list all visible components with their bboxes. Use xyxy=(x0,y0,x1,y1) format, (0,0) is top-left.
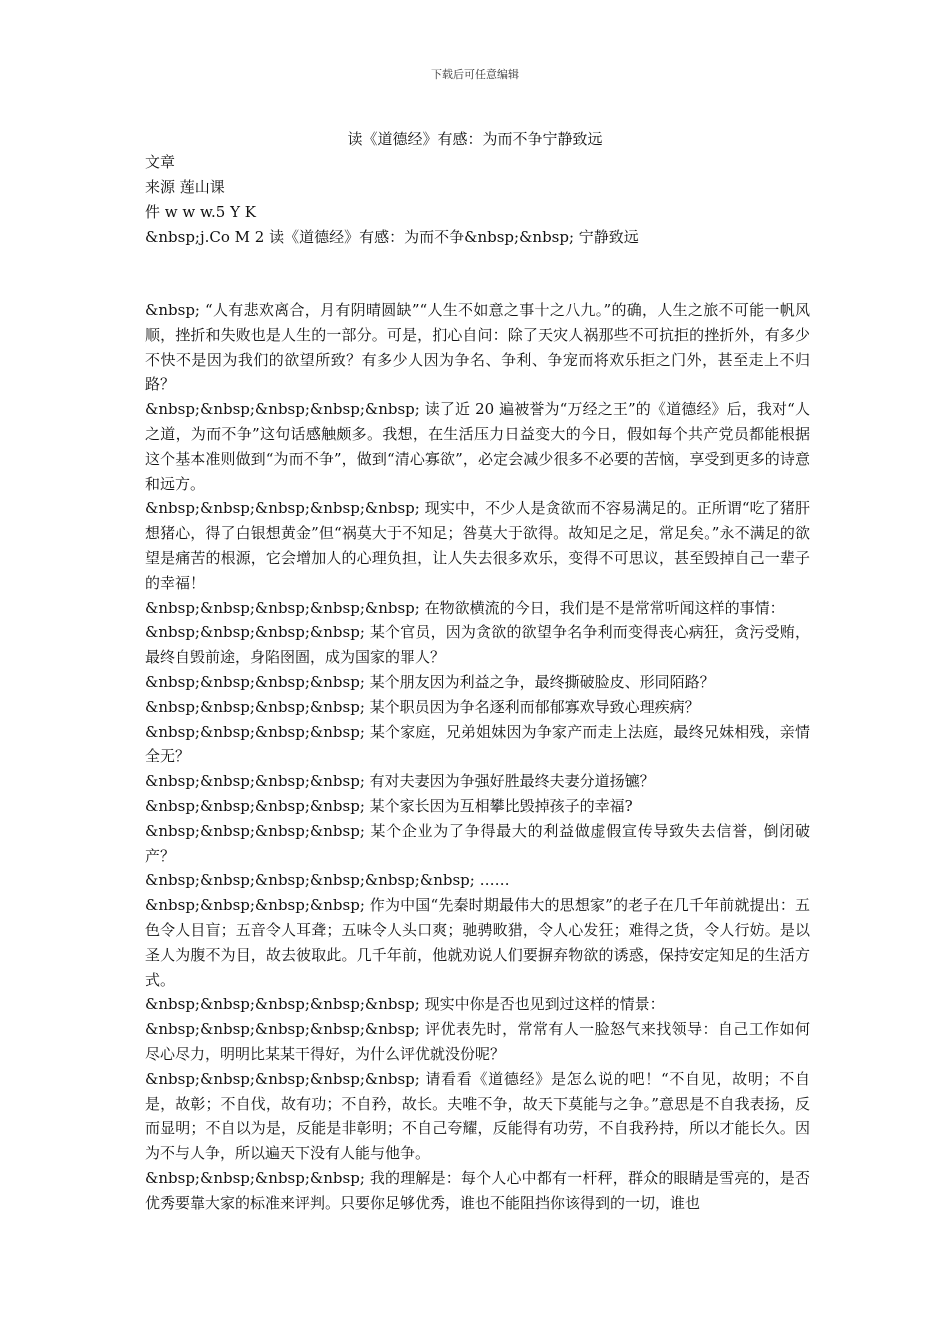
meta-line: 文章 xyxy=(145,153,176,171)
paragraph: &nbsp;&nbsp;&nbsp;&nbsp; 有对夫妻因为争强好胜最终夫妻分道扬镳？ xyxy=(145,772,655,791)
meta-line: &nbsp;j.Co M 2 读《道德经》有感：为而不争&nbsp;&nbsp; 宁静致远 xyxy=(145,228,639,246)
paragraph: &nbsp;&nbsp;&nbsp;&nbsp; 某个企业为了争得最大的利益做虚假宣传导致失去信誉，倒闭破产？ xyxy=(145,821,810,865)
paragraph: &nbsp;&nbsp;&nbsp;&nbsp; 我的理解是：每个人心中都有一杆秤，群众的眼睛是雪亮的，是否优秀要靠大家的标准来评判。只要你足够优秀，谁也不能阻挡你该得到的一切，谁也 xyxy=(145,1168,810,1212)
paragraph: &nbsp;&nbsp;&nbsp;&nbsp; 某个朋友因为利益之争，最终撕破脸皮、形同陌路？ xyxy=(145,672,715,691)
paragraph: &nbsp;&nbsp;&nbsp;&nbsp;&nbsp; 请看看《道德经》是怎么说的吧！“不自见，故明；不自是，故彰；不自伐，故有功；不自矜，故长。夫唯不争，故天下莫能与之争。”意思是不自我表扬，反而显明；不自以为是，反能是非彰明；不自己夸耀，反能得有功劳，不自我矜持，所以才能长久。因为不与人争，所以遍天下没有人能与他争。 xyxy=(145,1069,810,1163)
paragraph: &nbsp;&nbsp;&nbsp;&nbsp; 作为中国“先秦时期最伟大的思想家”的老子在几千年前就提出：五色令人目盲；五音令人耳聋；五味令人头口爽；驰骋畋猎，令人心发狂；难得之货，令人行妨。是以圣人为腹不为目，故去彼取此。几千年前，他就劝说人们要摒弃物欲的诱惑，保持安定知足的生活方式。 xyxy=(145,896,810,989)
paragraph: &nbsp;&nbsp;&nbsp;&nbsp; 某个职员因为争名逐利而郁郁寡欢导致心理疾病？ xyxy=(145,697,700,716)
document-body xyxy=(145,298,810,1215)
paragraph: &nbsp;&nbsp;&nbsp;&nbsp; 某个官员，因为贪欲的欲望争名争利而变得丧心病狂，贪污受贿，最终自毁前途，身陷囹圄，成为国家的罪人？ xyxy=(145,623,810,667)
paragraph: &nbsp;&nbsp;&nbsp;&nbsp;&nbsp;&nbsp; …… xyxy=(145,871,510,890)
paragraph: &nbsp;&nbsp;&nbsp;&nbsp;&nbsp; 现实中，不少人是贪欲而不容易满足的。正所谓“吃了猪肝想猪心，得了白银想黄金”但“祸莫大于不知足；咎莫大于欲得。故知足之足，常足矣。”永不满足的欲望是痛苦的根源，它会增加人的心理负担，让人失去很多欢乐，变得不可思议，甚至毁掉自己一辈子的幸福！ xyxy=(145,499,810,592)
document-title: 读《道德经》有感：为而不争宁静致远 xyxy=(347,130,603,148)
meta-line: 来源 莲山课 xyxy=(145,178,225,196)
document-meta xyxy=(145,150,810,250)
paragraph: &nbsp;&nbsp;&nbsp;&nbsp;&nbsp; 评优表先时，常常有人一脸怒气来找领导：自己工作如何尽心尽力，明明比某某干得好，为什么评优就没份呢？ xyxy=(145,1020,810,1063)
meta-line: 件 w w w.5 Y K xyxy=(145,203,256,221)
paragraph: &nbsp;&nbsp;&nbsp;&nbsp;&nbsp; 现实中你是否也见到过这样的情景： xyxy=(145,995,665,1014)
paragraph: &nbsp; “人有悲欢离合，月有阴晴圆缺”“人生不如意之事十之八九。”的确，人生之旅不可能一帆风顺，挫折和失败也是人生的一部分。可是，扪心自问：除了天灾人祸那些不可抗拒的挫折外，有多少不快不是因为我们的欲望所致？有多少人因为争名、争利、争宠而将欢乐拒之门外，甚至走上不归路？ xyxy=(145,301,810,394)
page-header-note: 下载后可任意编辑 xyxy=(431,68,519,81)
paragraph: &nbsp;&nbsp;&nbsp;&nbsp; 某个家庭，兄弟姐妹因为争家产而走上法庭，最终兄妹相残，亲情全无？ xyxy=(145,722,810,766)
paragraph: &nbsp;&nbsp;&nbsp;&nbsp;&nbsp; 读了近 20 遍被誉为“万经之王”的《道德经》后，我对“人之道，为而不争”这句话感触颇多。我想，在生活压力日益变大的今日，假如每个共产党员都能根据这个基本准则做到“为而不争”，做到“清心寡欲”，必定会减少很多不必要的苦恼，享受到更多的诗意和远方。 xyxy=(145,400,810,493)
paragraph: &nbsp;&nbsp;&nbsp;&nbsp; 某个家长因为互相攀比毁掉孩子的幸福? xyxy=(145,796,633,815)
paragraph: &nbsp;&nbsp;&nbsp;&nbsp;&nbsp; 在物欲横流的今日，我们是不是常常听闻这样的事情： xyxy=(145,598,785,617)
